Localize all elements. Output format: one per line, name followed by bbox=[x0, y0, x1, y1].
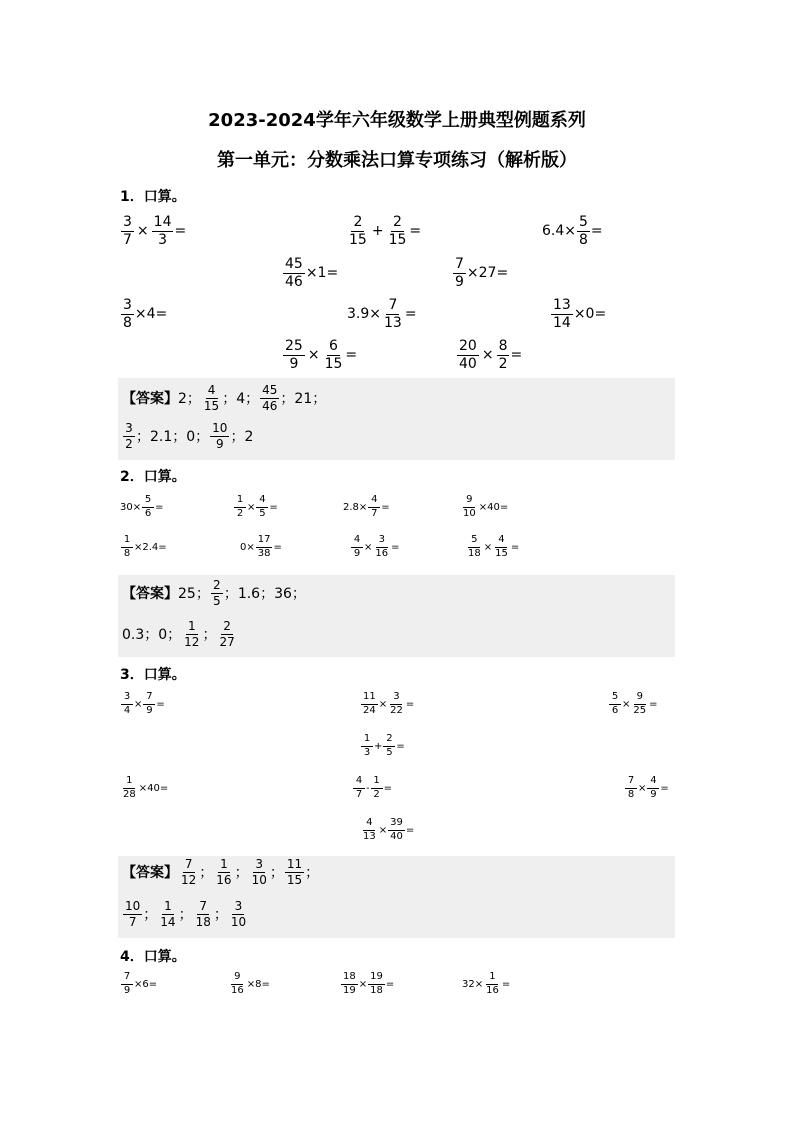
q1-problem-9: $\frac{25}{9}$ × $\frac{6}{15}$ = bbox=[285, 338, 358, 372]
question-2-heading: 2．口算。 bbox=[120, 469, 186, 485]
q1-problem-5: $\frac{7}{9}$ ×27= bbox=[455, 256, 509, 290]
q1-problem-2: $\frac{2}{15}$ + $\frac{2}{15}$ = bbox=[349, 214, 422, 248]
question-4-heading: 4．口算。 bbox=[120, 949, 186, 965]
q3-problem-5: $\frac{1}{28}$ ×40= bbox=[123, 775, 169, 800]
q2-answer-row-1: 【答案】 25； $\frac{2}{5}$ ；1.6；36； bbox=[122, 578, 306, 608]
q3-answer-row-2: $\frac{10}{7}$ ； $\frac{1}{14}$ ； $\frac{7}{18}$ ； $\frac{3}{10}$ bbox=[125, 899, 247, 929]
q2-problem-8: $\frac{5}{18}$ × $\frac{4}{15}$ = bbox=[468, 534, 520, 559]
q1-problem-10: $\frac{20}{40}$ × $\frac{8}{2}$ = bbox=[459, 338, 523, 372]
q1-problem-8: $\frac{13}{14}$ ×0= bbox=[553, 297, 607, 331]
q1-problem-6: $\frac{3}{8}$ ×4= bbox=[123, 297, 168, 331]
q3-problem-7: $\frac{7}{8}$ × $\frac{4}{9}$ = bbox=[624, 776, 669, 800]
q3-problem-4: $\frac{1}{3}$ + $\frac{2}{5}$ = bbox=[360, 734, 405, 758]
q1-problem-1: $\frac{3}{7}$ × $\frac{14}{3}$ = bbox=[123, 214, 187, 248]
q3-problem-1: $\frac{3}{4}$ × $\frac{7}{9}$ = bbox=[120, 692, 165, 716]
page-subtitle: 第一单元：分数乘法口算专项练习（解析版） bbox=[217, 150, 577, 171]
q4-problem-1: $\frac{7}{9}$ ×6= bbox=[120, 972, 157, 996]
q2-answer-row-2: 0.3；0； $\frac{1}{12}$ ； $\frac{2}{27}$ bbox=[122, 619, 235, 649]
q1-answer-box bbox=[118, 378, 675, 460]
q2-problem-7: $\frac{4}{9}$ × $\frac{3}{16}$ = bbox=[350, 535, 400, 559]
question-1-heading: 1．口算。 bbox=[120, 189, 186, 205]
question-3-heading: 3．口算。 bbox=[120, 667, 186, 683]
q3-problem-6: $\frac{4}{7}$ - $\frac{1}{2}$ = bbox=[352, 776, 392, 800]
q2-problem-2: $\frac{1}{2}$ × $\frac{4}{5}$ = bbox=[233, 495, 278, 519]
q2-answer-box bbox=[118, 575, 675, 657]
q2-problem-1: 30× $\frac{5}{6}$ = bbox=[120, 494, 164, 519]
q2-problem-4: $\frac{9}{10}$ ×40= bbox=[463, 494, 509, 519]
q3-answer-row-1: 【答案】 $\frac{7}{12}$ ； $\frac{1}{16}$ ； $\frac{3}{10}$ ； $\frac{11}{15}$ ； bbox=[122, 857, 320, 887]
q3-problem-2: $\frac{11}{24}$ × $\frac{3}{22}$ = bbox=[363, 691, 415, 716]
q1-problem-4: $\frac{45}{46}$ ×1= bbox=[285, 256, 339, 290]
q3-answer-box bbox=[118, 856, 675, 938]
q2-problem-3: 2.8× $\frac{4}{7}$ = bbox=[343, 494, 390, 519]
q1-problem-7: 3.9× $\frac{7}{13}$ = bbox=[347, 297, 417, 331]
q1-answer-row-2: $\frac{3}{2}$ ；2.1；0； $\frac{10}{9}$ ；2 bbox=[122, 422, 253, 450]
q4-problem-2: $\frac{9}{16}$ ×8= bbox=[231, 971, 270, 996]
page-title: 2023-2024学年六年级数学上册典型例题系列 bbox=[208, 110, 586, 131]
q3-problem-3: $\frac{5}{6}$ × $\frac{9}{25}$ = bbox=[608, 692, 658, 716]
q1-answer-row-1: 【答案】 2； $\frac{4}{15}$ ；4； $\frac{45}{46}$ ；21； bbox=[122, 383, 327, 413]
q2-problem-5: $\frac{1}{8}$ ×2.4= bbox=[120, 535, 167, 559]
q1-problem-3: 6.4× $\frac{5}{8}$ = bbox=[542, 214, 603, 248]
q4-problem-3: $\frac{18}{19}$ × $\frac{19}{18}$ = bbox=[343, 971, 395, 996]
q4-problem-4: 32× $\frac{1}{16}$ = bbox=[462, 971, 511, 996]
q2-problem-6: 0× $\frac{17}{38}$ = bbox=[240, 534, 282, 559]
q3-problem-8: $\frac{4}{13}$ × $\frac{39}{40}$ = bbox=[363, 817, 415, 842]
